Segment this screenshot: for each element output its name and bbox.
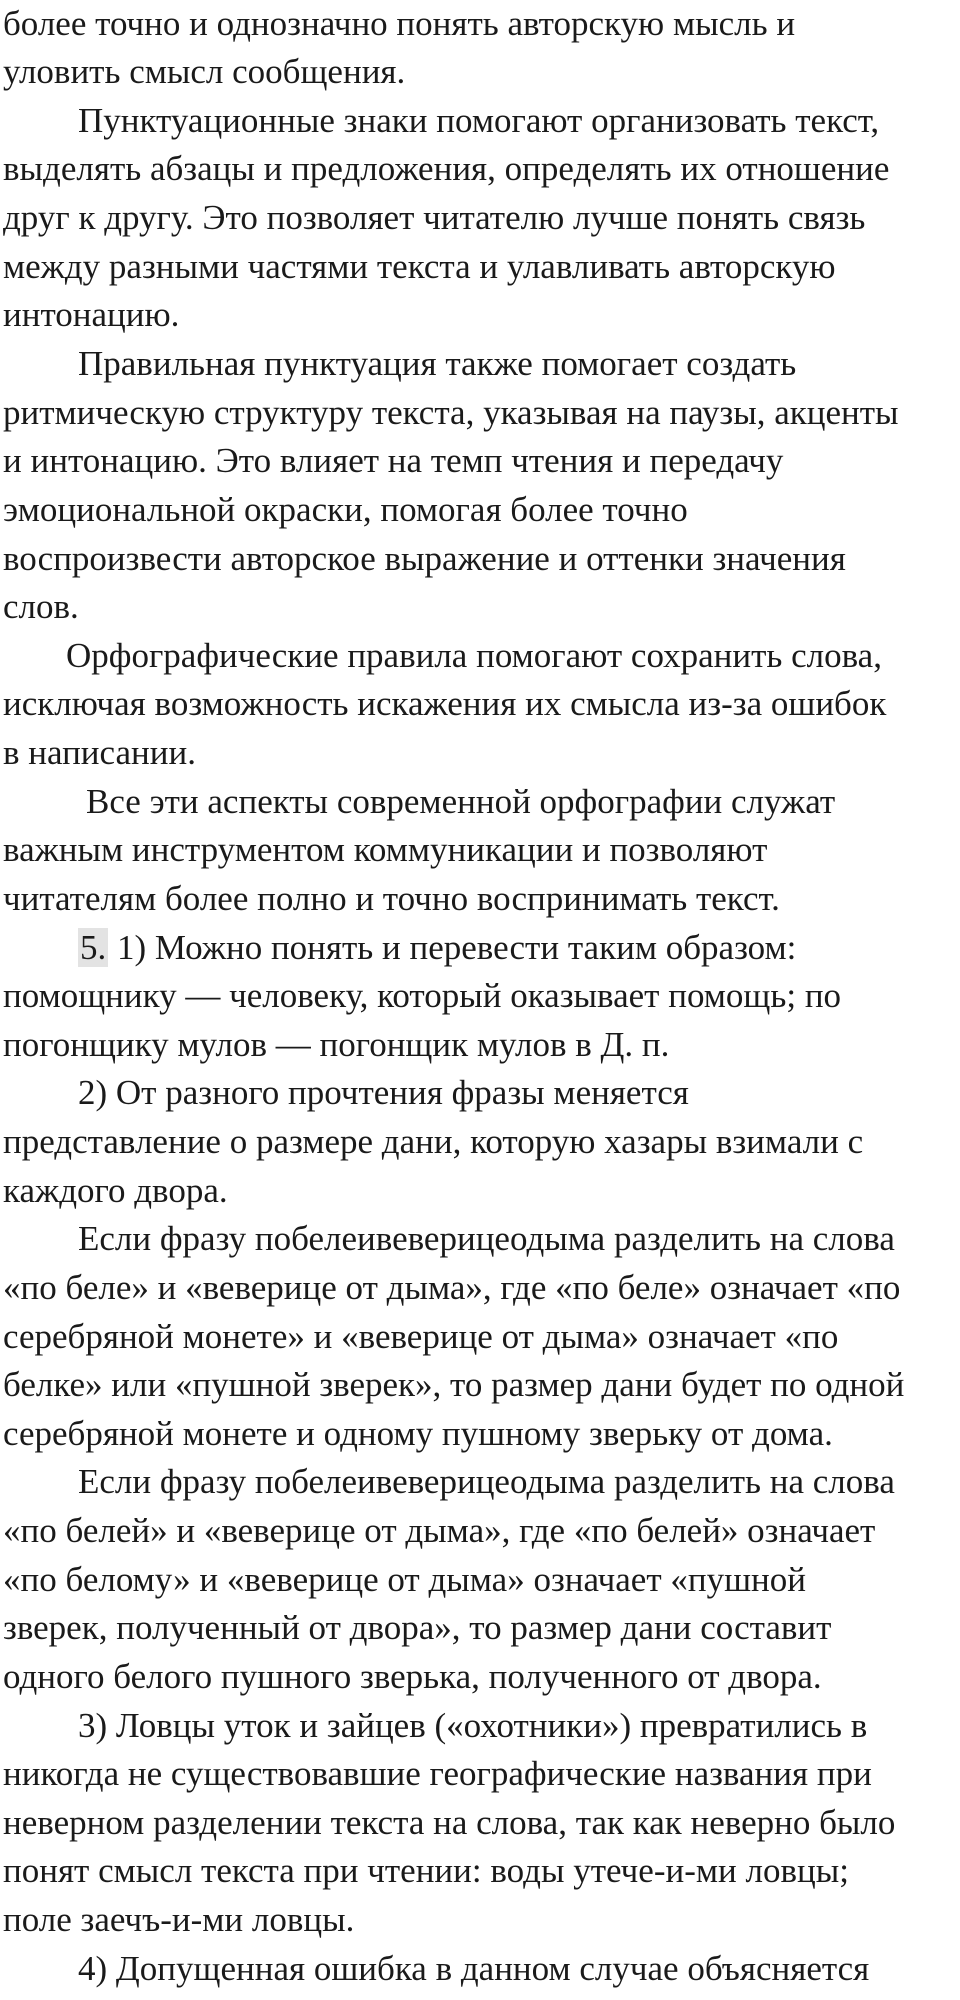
text-line: выделять абзацы и предложения, определять их отношение bbox=[3, 149, 890, 188]
text-line: «по беле» и «веверице от дыма», где «по беле» означает «по bbox=[3, 1268, 901, 1307]
paragraph-start: 2) От разного прочтения фразы меняется bbox=[78, 1073, 689, 1112]
numbered-item-line bbox=[78, 924, 796, 973]
text-line: воспроизвести авторское выражение и оттенки значения bbox=[3, 539, 846, 578]
text-line: представление о размере дани, которую хазары взимали с bbox=[3, 1122, 864, 1161]
text-line: поле заечъ-и-ми ловцы. bbox=[3, 1900, 355, 1939]
paragraph-start: Пунктуационные знаки помогают организовать текст, bbox=[78, 101, 880, 140]
item-number-highlight: 5. bbox=[80, 928, 107, 967]
text-line: более точно и однозначно понять авторскую мысль и bbox=[3, 4, 796, 43]
text-line: одного белого пушного зверька, полученного от двора. bbox=[3, 1657, 822, 1696]
paragraph-start: 4) Допущенная ошибка в данном случае объясняется bbox=[78, 1949, 870, 1988]
text-line: «по белей» и «веверице от дыма», где «по белей» означает bbox=[3, 1511, 876, 1550]
text-line: неверном разделении текста на слова, так как неверно было bbox=[3, 1803, 896, 1842]
text-line: между разными частями текста и улавливать авторскую bbox=[3, 247, 836, 286]
text-line: эмоциональной окраски, помогая более точно bbox=[3, 490, 688, 529]
text-line: читателям более полно и точно воспринимать текст. bbox=[3, 879, 780, 918]
text-line: уловить смысл сообщения. bbox=[3, 52, 406, 91]
paragraph-start: Если фразу побелеивеверицеодыма разделить на слова bbox=[78, 1462, 895, 1501]
text-line: ритмическую структуру текста, указывая на паузы, акценты bbox=[3, 393, 899, 432]
paragraph-start: Правильная пунктуация также помогает создать bbox=[78, 344, 797, 383]
paragraph-start: Все эти аспекты современной орфографии служат bbox=[86, 782, 836, 821]
text-line: слов. bbox=[3, 587, 79, 626]
text-line: серебряной монете» и «веверице от дыма» означает «по bbox=[3, 1317, 839, 1356]
text-line: в написании. bbox=[3, 733, 196, 772]
paragraph-start: Если фразу побелеивеверицеодыма разделить на слова bbox=[78, 1219, 895, 1258]
text-line: погонщику мулов — погонщик мулов в Д. п. bbox=[3, 1025, 670, 1064]
text-line: зверек, полученный от двора», то размер дани составит bbox=[3, 1608, 832, 1647]
text-line: исключая возможность искажения их смысла из-за ошибок bbox=[3, 684, 887, 723]
text-line: понят смысл текста при чтении: воды утече-и-ми ловцы; bbox=[3, 1851, 849, 1890]
text-line: помощнику — человеку, который оказывает помощь; по bbox=[3, 976, 842, 1015]
text-line: никогда не существовавшие географические названия при bbox=[3, 1754, 872, 1793]
text-line: важным инструментом коммуникации и позволяют bbox=[3, 830, 768, 869]
item-text: 1) Можно понять и перевести таким образом: bbox=[117, 928, 797, 967]
text-line: серебряной монете и одному пушному зверьку от дома. bbox=[3, 1414, 833, 1453]
text-line: каждого двора. bbox=[3, 1171, 228, 1210]
text-line: «по белому» и «веверице от дыма» означает «пушной bbox=[3, 1560, 807, 1599]
text-line: друг к другу. Это позволяет читателю лучше понять связь bbox=[3, 198, 866, 237]
text-line: и интонацию. Это влияет на темп чтения и передачу bbox=[3, 441, 784, 480]
text-line: интонацию. bbox=[3, 295, 180, 334]
paragraph-start: Орфографические правила помогают сохранить слова, bbox=[66, 636, 882, 675]
text-line: белке» или «пушной зверек», то размер дани будет по одной bbox=[3, 1365, 905, 1404]
paragraph-start: 3) Ловцы уток и зайцев («охотники») превратились в bbox=[78, 1706, 868, 1745]
